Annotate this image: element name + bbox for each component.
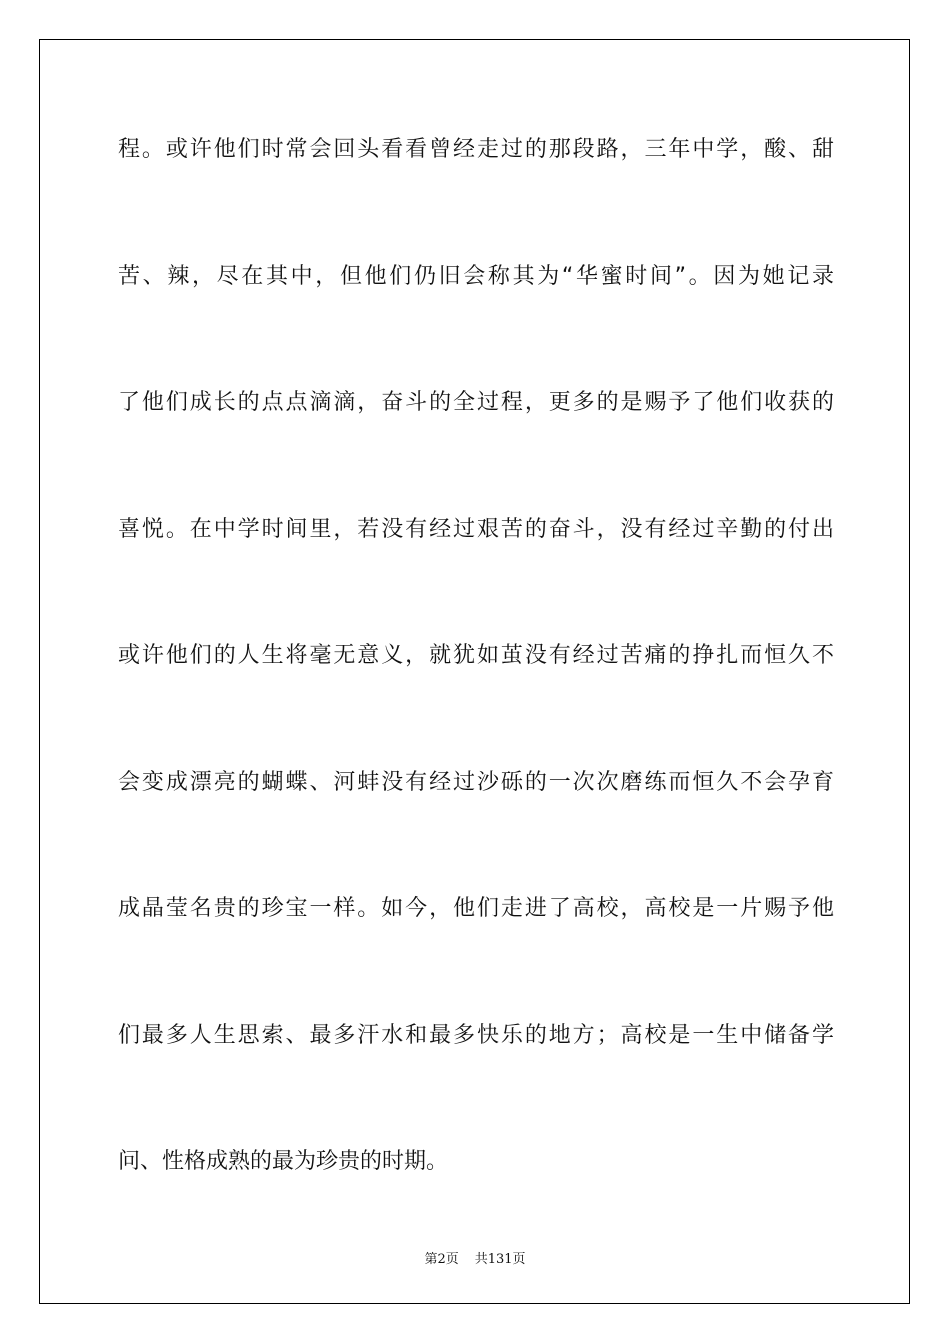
page-number: 第2页 [424, 1252, 459, 1267]
text-line-8: 们最多人生思索、最多汗水和最多快乐的地方；高校是一生中储备学 [118, 1022, 834, 1048]
text-line-6: 会变成漂亮的蝴蝶、河蚌没有经过沙砾的一次次磨练而恒久不会孕育 [118, 769, 834, 795]
text-line-4: 喜悦。在中学时间里，若没有经过艰苦的奋斗，没有经过辛勤的付出 [118, 516, 834, 542]
page-total: 共131页 [474, 1252, 526, 1267]
text-line-2: 苦、辣，尽在其中，但他们仍旧会称其为“华蜜时间”。因为她记录 [118, 263, 834, 289]
text-line-9: 问、性格成熟的最为珍贵的时期。 [118, 1149, 449, 1174]
document-body [118, 118, 834, 1257]
text-line-3: 了他们成长的点点滴滴，奋斗的全过程，更多的是赐予了他们收获的 [118, 390, 834, 415]
text-line-7: 成晶莹名贵的珍宝一样。如今，他们走进了高校，高校是一片赐予他 [118, 896, 834, 921]
text-line-5: 或许他们的人生将毫无意义，就犹如茧没有经过苦痛的挣扎而恒久不 [118, 643, 834, 668]
text-line-1: 程。或许他们时常会回头看看曾经走过的那段路，三年中学，酸、甜 [118, 137, 834, 162]
page-footer [0, 1248, 950, 1267]
